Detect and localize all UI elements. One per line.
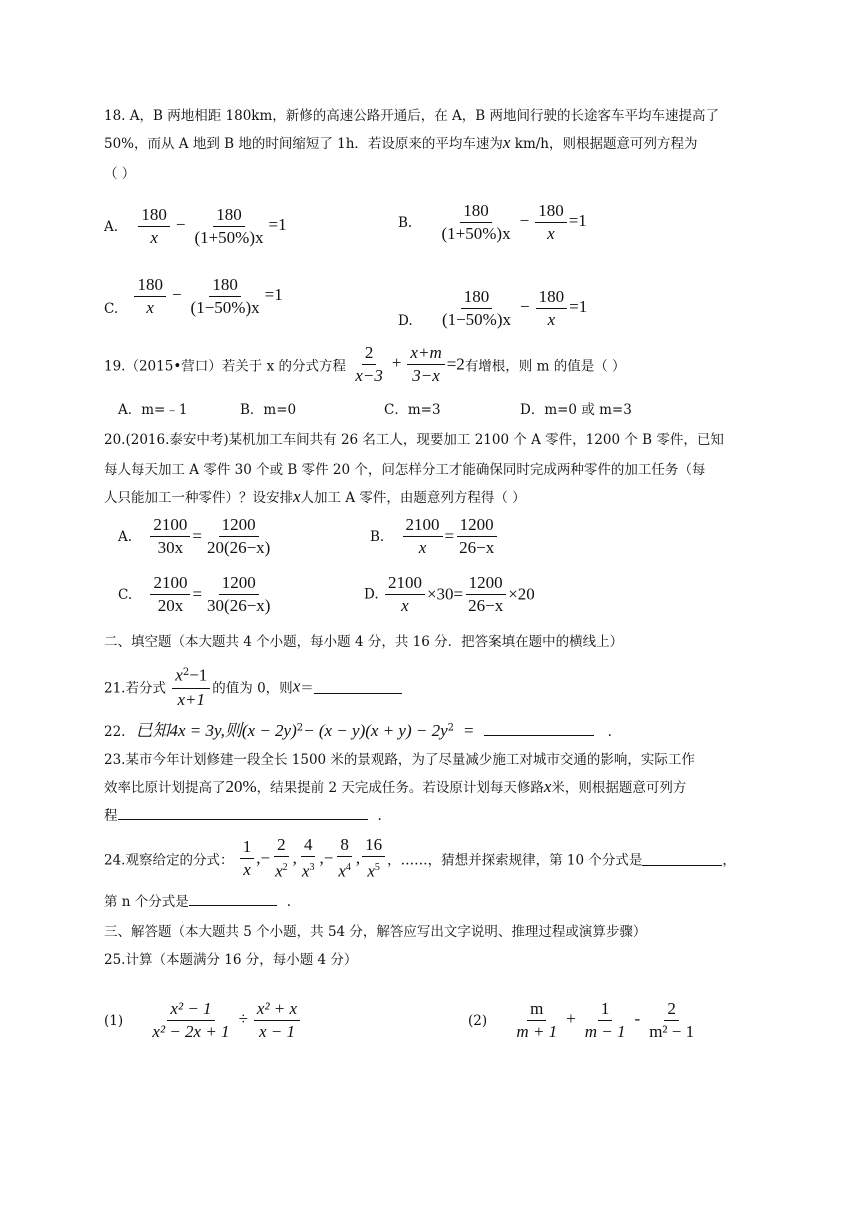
equals-sign: = (444, 526, 455, 546)
q18-a-frac-1 (138, 206, 170, 247)
q21-frac (172, 664, 210, 709)
numerator: 2100 (385, 574, 425, 595)
numerator: x² − 1 (167, 1000, 214, 1021)
numerator: x² + x (254, 1000, 300, 1021)
minus-sign: − (519, 211, 530, 230)
q25-p1-frac-1 (149, 1000, 232, 1041)
q20-line-2: 每人每天加工 A 零件 30 个或 B 零件 20 个，问怎样分工才能确保同时完成两种零件的加工任务（每 (104, 462, 706, 478)
denominator-exponent: 4 (345, 862, 351, 873)
q21-var-x: x (292, 676, 301, 696)
q25-part-2 (468, 1000, 699, 1041)
denominator: (1−50%)x (441, 310, 512, 329)
denominator: x² − 2x + 1 (152, 1022, 230, 1041)
q24-frac-5 (362, 836, 385, 881)
numerator: 180 (461, 288, 493, 309)
denominator: 30(26−x) (207, 596, 271, 615)
q20-line-3a: 人只能加工一种零件）？设安排 (104, 490, 293, 506)
comma: , (355, 848, 361, 868)
denominator: x+1 (177, 689, 206, 709)
denominator: x (418, 538, 427, 557)
numerator: 1200 (219, 516, 259, 537)
q18-option-b-label: B. (398, 214, 413, 231)
numerator: 16 (362, 836, 385, 857)
q20-line-1: 20.(2016.泰安中考)某机加工车间共有 26 名工人，现要加工 2100 个 A 零件，1200 个 B 零件，已知 (104, 432, 724, 448)
numerator: 2 (362, 344, 377, 365)
denominator-exponent: 3 (309, 862, 315, 873)
q18-c-frac-1 (134, 276, 166, 317)
times-30: ×30 (426, 584, 454, 604)
q24-sign-3: − (323, 848, 334, 868)
equals-one: =1 (264, 285, 283, 304)
numerator: 2100 (150, 574, 190, 595)
q18-d-frac-2 (536, 288, 568, 329)
q19-line (104, 344, 626, 385)
q20-option-a-label: A. (118, 528, 133, 545)
q20-b-frac-1 (403, 516, 443, 557)
q20-option-c (118, 574, 275, 615)
q19-prefix: 19.（2015•营口）若关于 x 的分式方程 (104, 358, 346, 375)
q23-line-3 (104, 804, 382, 824)
q22-number: 22. (104, 724, 126, 740)
q20-c-frac-1 (150, 574, 190, 615)
q25-part-1 (104, 1000, 302, 1041)
q23-percent: 20% (225, 777, 257, 796)
q18-option-c-label: C. (104, 301, 119, 317)
q20-b-frac-2 (456, 516, 497, 557)
equals-one: =1 (569, 297, 588, 316)
numerator: 1200 (457, 516, 497, 537)
q18-c-frac-2 (188, 276, 263, 317)
times-20: ×20 (508, 584, 535, 604)
equals-sign: = (192, 584, 203, 604)
numerator: 1 (598, 1000, 613, 1021)
q18-d-frac-1 (439, 288, 514, 329)
q23-line-2b: ，结果提前 2 天完成任务。若设原计划每天修路 (256, 780, 544, 796)
q22-expression-1: 已知4x = 3y,则(x − 2y) (135, 721, 297, 740)
denominator-x: x (301, 861, 310, 881)
q18-line-2b: km/h，则根据题意可列方程为 (514, 136, 698, 152)
q24-frac-3 (299, 836, 318, 881)
q19-option-b: B．m=0 (240, 402, 297, 418)
numerator: 180 (213, 206, 245, 227)
q19-frac-1 (352, 344, 386, 385)
q20-var-x: x (293, 487, 301, 506)
q18-var-x: x (502, 133, 511, 152)
denominator: x (547, 310, 556, 329)
q24-sign-1: − (260, 848, 271, 868)
q21-suffix: 的值为 0，则 (212, 680, 293, 697)
denominator (299, 857, 318, 881)
q20-d-frac-1 (385, 574, 425, 615)
numerator-exponent: 2 (182, 667, 190, 678)
q25-p2-frac-1 (513, 1000, 560, 1041)
q19-option-c: C．m=3 (384, 402, 441, 418)
denominator: (1+50%)x (441, 224, 511, 243)
q22-exponent-2: 2 (447, 722, 455, 734)
q18-b-frac-1 (439, 202, 514, 243)
numerator-tail: −1 (189, 665, 208, 685)
q22-line (104, 716, 612, 741)
numerator: 180 (536, 288, 568, 309)
equals-one: =1 (268, 215, 287, 234)
denominator (272, 857, 291, 881)
plus-sign: + (391, 353, 402, 372)
denominator-x: x (275, 861, 283, 881)
numerator: m (527, 1000, 546, 1021)
denominator: (1+50%)x (194, 228, 264, 247)
q24-answer-blank-10th[interactable] (642, 851, 722, 866)
denominator: 30x (157, 538, 184, 557)
q20-line-3b: 人加工 A 零件，由题意列方程得（ ） (300, 490, 526, 506)
numerator (172, 664, 210, 689)
q18-option-d-label: D. (398, 313, 413, 329)
section-3-heading: 三、解答题（本大题共 5 个小题，共 54 分，解答应写出文字说明、推理过程或演算步骤） (104, 924, 647, 940)
denominator: (1−50%)x (190, 298, 260, 317)
q24-line-1 (104, 836, 736, 881)
q19-option-d: D．m=0 或 m=3 (520, 402, 632, 418)
q23-line-2a: 效率比原计划提高了 (104, 780, 226, 796)
q24-line-2 (104, 890, 291, 910)
comma: , (256, 848, 261, 868)
q20-option-b-label: B. (370, 528, 385, 545)
equals-sign: = (192, 526, 202, 546)
denominator (364, 857, 383, 881)
q18-option-a-label: A. (104, 218, 119, 235)
denominator (240, 859, 254, 879)
section-2-heading: 二、填空题（本大题共 4 个小题，每小题 4 分，共 16 分．把答案填在题中的横线上） (104, 634, 624, 650)
q25-p2-frac-3 (646, 1000, 697, 1041)
q21-equals: ＝ (300, 680, 314, 697)
q18-b-frac-2 (535, 202, 567, 243)
q23-line-2c: 米，则根据题意可列方 (551, 780, 687, 796)
q20-c-frac-2 (204, 574, 273, 615)
q24-prefix: 24.观察给定的分式： (104, 852, 234, 869)
q20-option-d-label: D. (364, 586, 379, 603)
q23-answer-blank[interactable] (118, 805, 368, 820)
denominator-exponent: 2 (282, 862, 288, 873)
numerator: 2 (664, 1000, 679, 1021)
denominator: m² − 1 (649, 1022, 695, 1041)
q25-part-2-label: (2) (468, 1012, 488, 1029)
q23-line-1: 23.某市今年计划修建一段全长 1500 米的景观路，为了尽量减少施工对城市交通的影响，实际工作 (104, 752, 695, 768)
q20-option-c-label: C. (118, 586, 133, 603)
q18-line-2a: 50%，而从 A 地到 B 地的时间缩短了 1h．若设原来的平均车速为 (104, 136, 503, 152)
plus-sign: + (566, 1009, 576, 1028)
numerator: 2100 (403, 516, 443, 537)
denominator: x (146, 298, 154, 317)
q24-comma: ， (722, 852, 736, 869)
q20-d-frac-2 (465, 574, 506, 615)
numerator: 1 (240, 838, 255, 859)
denominator: x (547, 224, 555, 243)
q23-period: . (377, 808, 382, 824)
q21-prefix: 21.若分式 (104, 680, 166, 697)
denominator: 26−x (468, 596, 504, 615)
q18-line-2 (104, 132, 698, 153)
numerator: 8 (337, 836, 352, 857)
q22-equals: = (464, 721, 474, 740)
numerator: 180 (209, 276, 241, 297)
q19-equals: =2 (446, 354, 465, 374)
numerator: 180 (134, 276, 166, 297)
denominator: 20x (157, 596, 184, 615)
denominator: m + 1 (516, 1022, 558, 1041)
minus-sign: − (171, 285, 182, 304)
q25-title: 25.计算（本题满分 16 分，每小题 4 分） (104, 952, 358, 968)
denominator (335, 857, 354, 881)
q18-option-a (104, 206, 287, 247)
q24-frac-2 (272, 836, 291, 881)
numerator: 1200 (219, 574, 259, 595)
numerator: 1200 (466, 574, 506, 595)
numerator: 180 (138, 206, 170, 227)
numerator: x+m (407, 344, 444, 365)
q22-expression-2: − (x − y)(x + y) − 2y (303, 721, 448, 740)
numerator: 2 (274, 836, 289, 857)
equals-one: =1 (568, 211, 587, 230)
denominator: m − 1 (584, 1022, 626, 1041)
q19-frac-2 (407, 344, 444, 385)
divide-sign: ÷ (238, 1009, 248, 1028)
q24-frac-1 (240, 838, 255, 879)
q25-part-1-label: (1) (104, 1012, 124, 1029)
q19-suffix: 有增根，则 m 的值是（ ） (464, 358, 626, 375)
q18-line-1: 18. A，B 两地相距 180km，新修的高速公路开通后，在 A，B 两地间行驶的长途客车平均车速提高了 (104, 108, 720, 124)
denominator-exponent: 5 (374, 862, 380, 873)
equals-sign: = (453, 584, 464, 604)
q20-option-a (118, 516, 275, 557)
comma: , (292, 848, 297, 868)
comma: , (319, 848, 324, 868)
q20-option-d (364, 574, 535, 615)
q18-option-d (398, 288, 587, 329)
minus-sign: − (175, 215, 186, 234)
q20-a-frac-2 (204, 516, 273, 557)
denominator: 3−x (412, 366, 440, 385)
denominator-x: x (338, 861, 346, 881)
minus-sign: - (634, 1009, 641, 1028)
q24-frac-4 (335, 836, 354, 881)
q18-a-frac-2 (191, 206, 266, 247)
q22-answer-blank[interactable] (484, 721, 594, 736)
q24-period: . (286, 894, 292, 910)
denominator-x: x (243, 859, 251, 879)
q18-answer-paren: （ ） (104, 166, 136, 182)
denominator: x (401, 596, 409, 615)
numerator-x: x (175, 665, 183, 685)
numerator: 4 (301, 836, 316, 857)
q20-option-b (370, 516, 499, 557)
q25-p1-frac-2 (254, 1000, 300, 1041)
denominator-x: x (367, 861, 375, 881)
numerator: 180 (460, 202, 492, 223)
q18-option-b (398, 202, 587, 243)
q18-option-c (104, 276, 283, 317)
q25-p2-frac-2 (582, 1000, 629, 1041)
q24-middle-text: ，……，猜想并探索规律，第 10 个分式是 (387, 852, 643, 869)
denominator: 26−x (459, 538, 495, 557)
denominator: x − 1 (258, 1022, 295, 1041)
q21-answer-blank[interactable] (314, 679, 402, 694)
denominator: x−3 (355, 366, 383, 385)
q23-line-2 (104, 776, 686, 797)
denominator: x (150, 228, 158, 247)
q21-line (104, 664, 402, 709)
q22-period: . (607, 724, 612, 740)
q20-a-frac-1 (150, 516, 190, 557)
q23-line-3a: 程 (104, 808, 118, 824)
q20-line-3 (104, 486, 526, 507)
q22-exponent-1: 2 (296, 722, 304, 734)
q23-var-x: x (543, 777, 552, 796)
denominator: 20(26−x) (206, 538, 271, 557)
q24-answer-blank-nth[interactable] (189, 891, 277, 906)
q24-line-2a: 第 n 个分式是 (104, 894, 189, 910)
q19-option-a: A．m=﹣1 (118, 402, 188, 418)
minus-sign: − (520, 297, 530, 316)
numerator: 180 (535, 202, 567, 223)
numerator: 2100 (150, 516, 190, 537)
